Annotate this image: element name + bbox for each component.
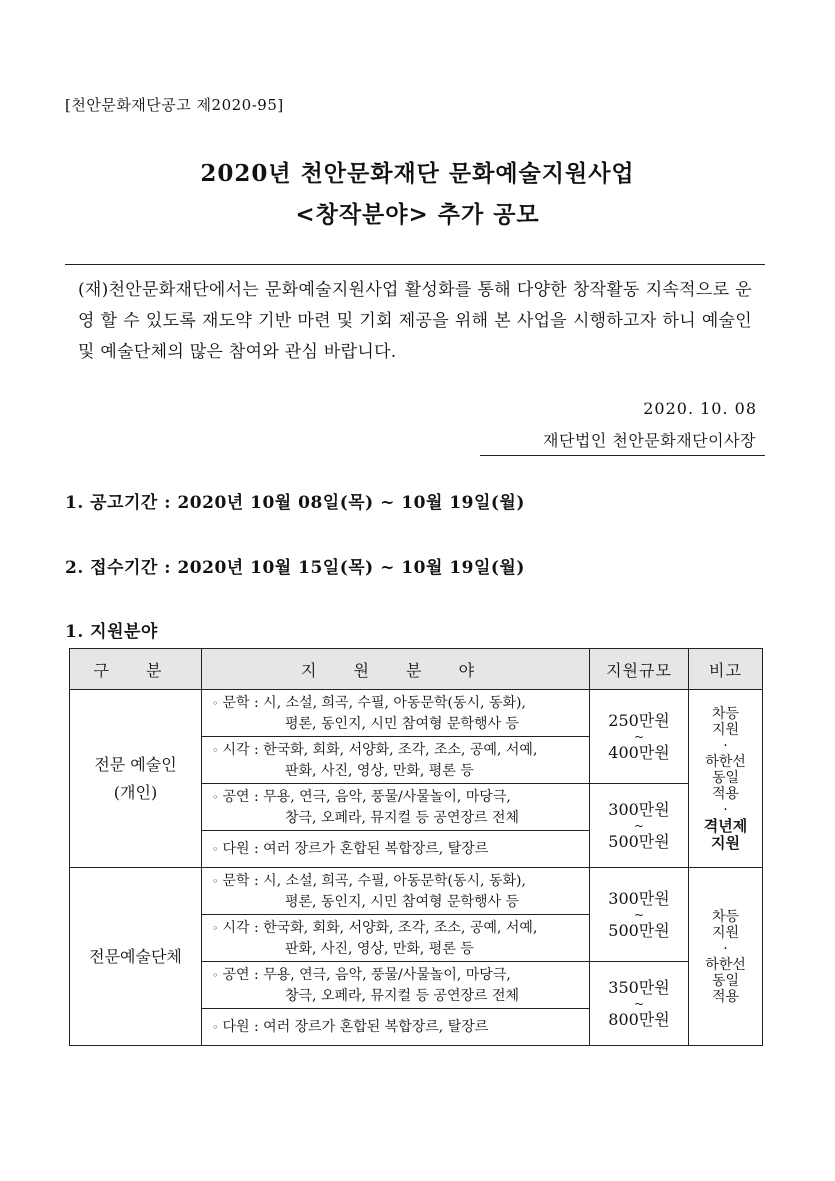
header-note: 비고 xyxy=(689,649,763,690)
note-line: 지원 xyxy=(711,924,740,941)
category-label: 전문예술단체 xyxy=(89,946,182,966)
category-label: 전문 예술인 xyxy=(94,754,177,774)
scale-tilde: ~ xyxy=(633,996,645,1011)
note-cell xyxy=(689,868,763,1046)
field-row1: 다원 : 여러 장르가 혼합된 복합장르, 탈장르 xyxy=(222,1018,489,1035)
scale-tilde: ~ xyxy=(633,729,645,744)
header-field: 지 원 분 야 xyxy=(202,649,590,690)
field-literature xyxy=(202,690,590,737)
bullet-icon: ◦ xyxy=(212,874,219,888)
field-row1: 문학 : 시, 소설, 희곡, 수필, 아동문학(동시, 동화), xyxy=(222,872,526,889)
note-line: 하한선 xyxy=(705,753,746,770)
bullet-icon: ◦ xyxy=(212,743,219,757)
scale-cell xyxy=(590,962,689,1046)
intro-paragraph: (재)천안문화재단에서는 문화예술지원사업 활성화를 통해 다양한 창작활동 지속적으로 운영 할 수 있도록 재도약 기반 마련 및 기회 제공을 위해 본 사업을 시행하고자 하니 예술인 및 예술단체의 많은 참여와 관심 바랍니다. xyxy=(65,264,765,368)
field-row2: 판화, 사진, 영상, 만화, 평론 등 xyxy=(285,762,474,779)
field-row2: 창극, 오페라, 뮤지컬 등 공연장르 전체 xyxy=(285,809,520,826)
field-row2: 창극, 오페라, 뮤지컬 등 공연장르 전체 xyxy=(285,987,520,1004)
note-line-bold: 지원 xyxy=(711,833,740,852)
note-line: 지원 xyxy=(711,721,740,738)
scale-min: 250만원 xyxy=(608,710,670,730)
scale-min: 300만원 xyxy=(608,888,670,908)
field-row1: 시각 : 한국화, 회화, 서양화, 조각, 조소, 공예, 서예, xyxy=(222,741,538,758)
scale-cell xyxy=(590,868,689,962)
note-line: 동일 xyxy=(711,972,740,989)
field-performance xyxy=(202,962,590,1009)
field-performance xyxy=(202,784,590,831)
note-cell xyxy=(689,690,763,868)
section-support-fields: 1. 지원분야 xyxy=(65,622,158,642)
scale-tilde: ~ xyxy=(633,818,645,833)
table-row xyxy=(70,690,763,737)
scale-max: 800만원 xyxy=(608,1009,670,1029)
scale-max: 500만원 xyxy=(608,831,670,851)
bullet-icon: ◦ xyxy=(212,968,219,982)
field-visual xyxy=(202,737,590,784)
table-row xyxy=(70,868,763,915)
notice-date: 2020. 10. 08 xyxy=(643,399,757,418)
note-line-bold: 격년제 xyxy=(703,816,748,835)
note-line: 적용 xyxy=(711,785,740,802)
bullet-icon: ◦ xyxy=(212,921,219,935)
field-row2: 판화, 사진, 영상, 만화, 평론 등 xyxy=(285,940,474,957)
table-header-row xyxy=(70,649,763,690)
field-row1: 공연 : 무용, 연극, 음악, 풍물/사물놀이, 마당극, xyxy=(222,788,511,805)
category-individual xyxy=(70,690,202,868)
field-row2: 평론, 동인지, 시민 참여형 문학행사 등 xyxy=(285,893,520,910)
field-row1: 다원 : 여러 장르가 혼합된 복합장르, 탈장르 xyxy=(222,840,489,857)
scale-cell xyxy=(590,784,689,868)
field-row1: 공연 : 무용, 연극, 음악, 풍물/사물놀이, 마당극, xyxy=(222,966,511,983)
field-visual xyxy=(202,915,590,962)
scale-tilde: ~ xyxy=(633,907,645,922)
note-dot: · xyxy=(723,801,728,818)
field-literature xyxy=(202,868,590,915)
bullet-icon: ◦ xyxy=(212,842,219,856)
support-field-table xyxy=(69,648,763,1046)
field-row2: 평론, 동인지, 시민 참여형 문학행사 등 xyxy=(285,715,520,732)
note-line: 차등 xyxy=(711,705,740,722)
header-category: 구 분 xyxy=(70,649,202,690)
note-line: 동일 xyxy=(711,769,740,786)
section-submission-period: 2. 접수기간 : 2020년 10월 15일(목) ~ 10월 19일(월) xyxy=(65,558,525,578)
category-sublabel: (개인) xyxy=(113,782,158,802)
signer: 재단법인 천안문화재단이사장 xyxy=(480,428,765,456)
note-dot: · xyxy=(723,940,728,957)
note-dot: · xyxy=(723,737,728,754)
header-scale: 지원규모 xyxy=(590,649,689,690)
note-line: 하한선 xyxy=(705,956,746,973)
bullet-icon: ◦ xyxy=(212,790,219,804)
notice-number: [천안문화재단공고 제2020-95] xyxy=(65,96,284,114)
section-notice-period: 1. 공고기간 : 2020년 10월 08일(목) ~ 10월 19일(월) xyxy=(65,493,525,513)
scale-min: 350만원 xyxy=(608,977,670,997)
field-multidisciplinary xyxy=(202,831,590,868)
note-line: 차등 xyxy=(711,908,740,925)
page-subtitle: <창작분야> 추가 공모 xyxy=(295,201,540,228)
field-row1: 시각 : 한국화, 회화, 서양화, 조각, 조소, 공예, 서예, xyxy=(222,919,538,936)
bullet-icon: ◦ xyxy=(212,696,219,710)
page-title: 2020년 천안문화재단 문화예술지원사업 xyxy=(200,160,635,187)
scale-min: 300만원 xyxy=(608,799,670,819)
category-group xyxy=(70,868,202,1046)
scale-cell xyxy=(590,690,689,784)
scale-max: 500만원 xyxy=(608,920,670,940)
scale-max: 400만원 xyxy=(608,742,670,762)
field-row1: 문학 : 시, 소설, 희곡, 수필, 아동문학(동시, 동화), xyxy=(222,694,526,711)
bullet-icon: ◦ xyxy=(212,1020,219,1034)
note-line: 적용 xyxy=(711,988,740,1005)
field-multidisciplinary xyxy=(202,1009,590,1046)
